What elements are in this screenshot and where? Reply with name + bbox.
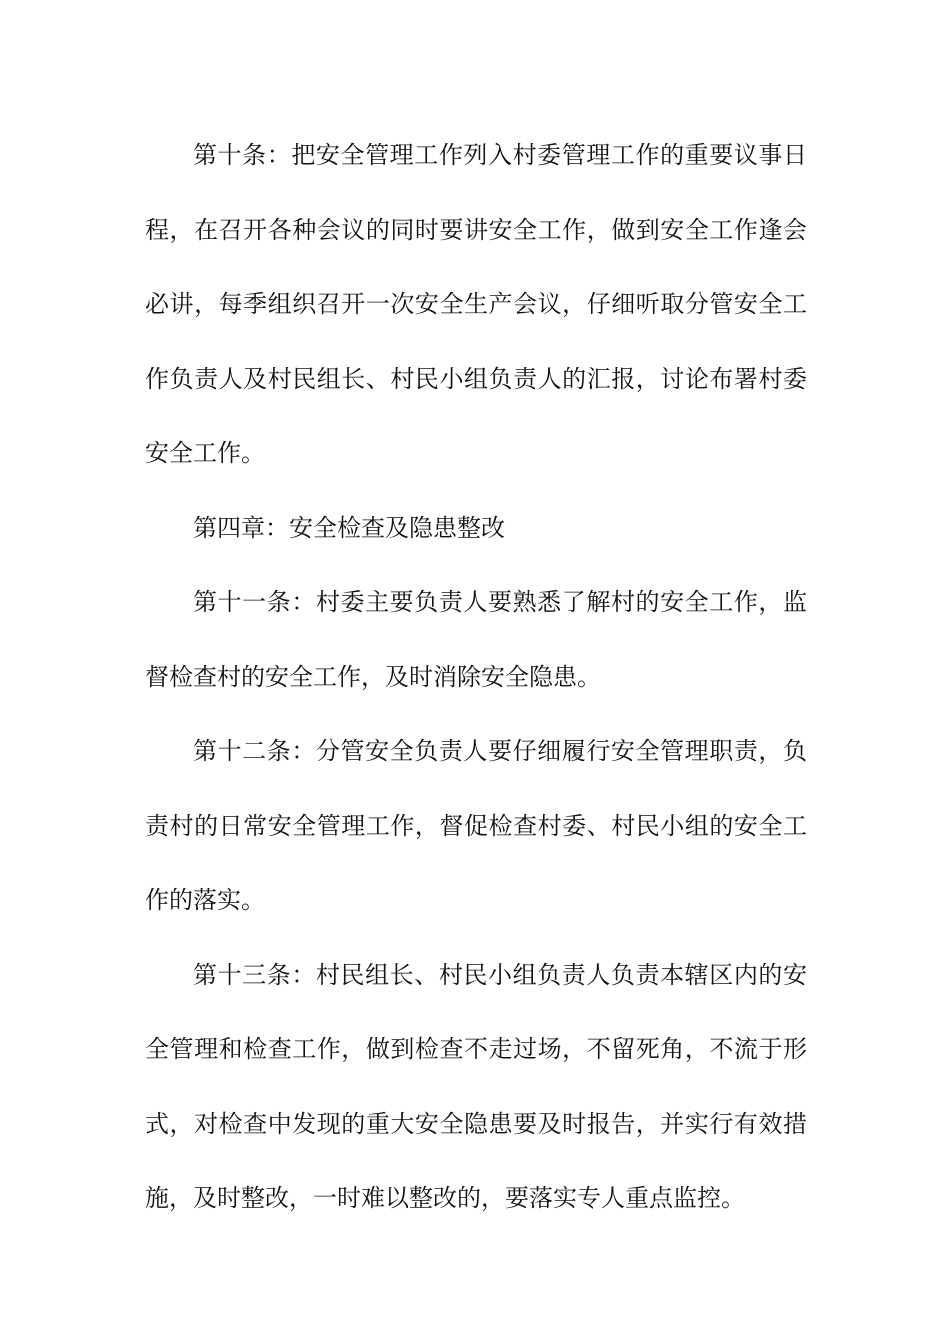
article-13-line-3: 式，对检查中发现的重大安全隐患要及时报告，并实行有效措	[145, 1109, 807, 1138]
article-10-line-4: 作负责人及村民组长、村民小组负责人的汇报，讨论布署村委	[145, 364, 807, 393]
article-10-line-3: 必讲，每季组织召开一次安全生产会议，仔细听取分管安全工	[145, 290, 807, 318]
article-10-line-1: 第十条：把安全管理工作列入村委管理工作的重要议事日	[193, 141, 807, 169]
article-11-line-1: 第十一条：村委主要负责人要熟悉了解村的安全工作，监	[193, 588, 807, 616]
document-body	[145, 135, 807, 1253]
article-12-line-2: 责村的日常安全管理工作，督促检查村委、村民小组的安全工	[145, 811, 807, 840]
chapter-4-heading: 第四章：安全检查及隐患整改	[193, 513, 505, 542]
article-13-line-1: 第十三条：村民组长、村民小组负责人负责本辖区内的安	[193, 960, 807, 989]
article-10-line-5: 安全工作。	[145, 439, 265, 467]
article-10-line-2: 程，在召开各种会议的同时要讲安全工作，做到安全工作逢会	[145, 215, 807, 244]
article-11-line-2: 督检查村的安全工作，及时消除安全隐患。	[145, 662, 601, 691]
article-13-line-2: 全管理和检查工作，做到检查不走过场，不留死角，不流于形	[145, 1035, 807, 1063]
article-12-line-1: 第十二条：分管安全负责人要仔细履行安全管理职责，负	[193, 737, 807, 765]
article-13-line-4: 施，及时整改，一时难以整改的，要落实专人重点监控。	[145, 1184, 745, 1212]
article-12-line-3: 作的落实。	[145, 886, 265, 914]
